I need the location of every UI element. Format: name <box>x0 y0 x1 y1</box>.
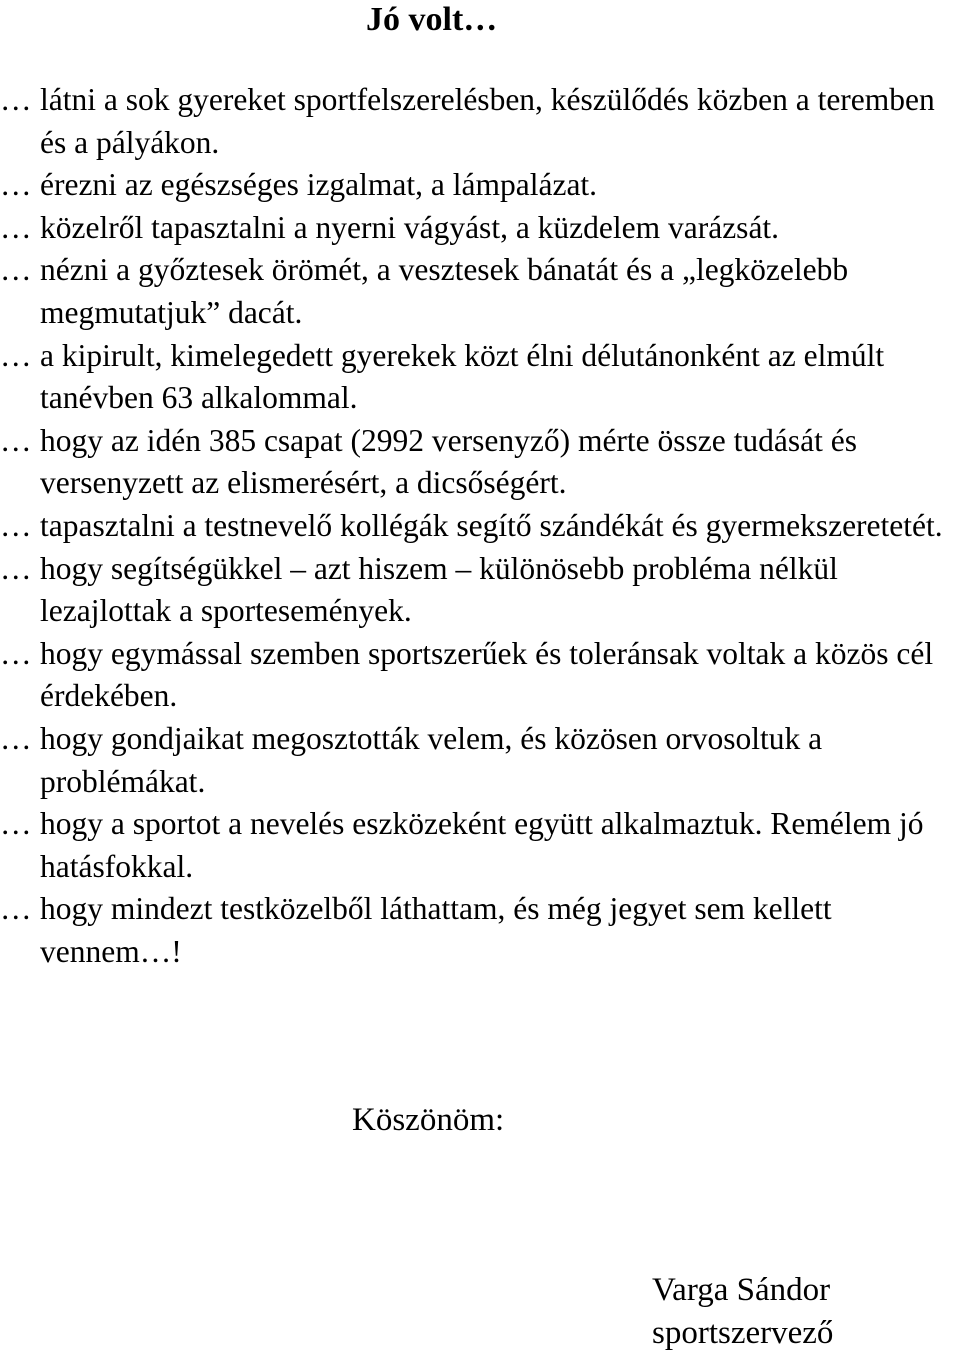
list-item-text: tapasztalni a testnevelő kollégák segítő szándékát és gyermekszeretetét. <box>40 507 943 543</box>
list-item-text: hogy egymással szemben sportszerűek és toleránsak voltak a közös cél érdekében. <box>40 635 934 714</box>
list-item <box>0 249 960 334</box>
ellipsis-marker: … <box>0 550 32 586</box>
list-item <box>0 633 960 718</box>
list-item <box>0 420 960 505</box>
list-item-text: látni a sok gyereket sportfelszerelésben, készülődés közben a teremben és a pályákon. <box>40 82 935 160</box>
list-item <box>0 335 960 420</box>
list-item-text: közelről tapasztalni a nyerni vágyást, a küzdelem varázsát. <box>40 209 780 245</box>
list-item <box>0 803 960 888</box>
closing-text: Köszönöm: <box>352 1102 505 1138</box>
list-item <box>0 79 960 164</box>
list-item <box>0 164 960 207</box>
list-item-text: érezni az egészséges izgalmat, a lámpalázat. <box>40 167 598 203</box>
ellipsis-marker: … <box>0 252 32 288</box>
list-item <box>0 207 960 250</box>
list-item-text: hogy gondjaikat megosztották velem, és közösen orvosoltuk a problémákat. <box>40 720 823 799</box>
list-item-text: hogy az idén 385 csapat (2992 versenyző) mérte össze tudását és versenyzett az elismerésért, a dicsőségért. <box>40 422 857 501</box>
ellipsis-marker: … <box>0 337 32 373</box>
list-item-text: hogy a sportot a nevelés eszközeként együtt alkalmaztuk. Remélem jó hatásfokkal. <box>40 806 924 884</box>
ellipsis-marker: … <box>0 209 32 245</box>
ellipsis-marker: … <box>0 82 32 117</box>
ellipsis-marker: … <box>0 635 32 671</box>
list-item <box>0 888 960 973</box>
ellipsis-marker: … <box>0 891 32 927</box>
signature-name: Varga Sándor <box>652 1272 831 1308</box>
ellipsis-marker: … <box>0 507 32 543</box>
list-item-text: a kipirult, kimelegedett gyerekek közt élni délutánonként az elmúlt tanévben 63 alkalommal. <box>40 337 885 416</box>
signature-role: sportszervező <box>652 1315 834 1351</box>
list-item <box>0 548 960 633</box>
list-item-text: hogy segítségükkel – azt hiszem – különösebb probléma nélkül lezajlottak a sportesemények. <box>40 550 838 629</box>
ellipsis-marker: … <box>0 167 32 203</box>
list-item-text: hogy mindezt testközelből láthattam, és még jegyet sem kellett vennem…! <box>40 891 832 969</box>
memory-list <box>0 79 960 973</box>
ellipsis-marker: … <box>0 806 32 842</box>
ellipsis-marker: … <box>0 422 32 458</box>
ellipsis-marker: … <box>0 720 32 756</box>
list-item <box>0 718 960 803</box>
list-item-text: nézni a győztesek örömét, a vesztesek bánatát és a „legközelebb megmutatjuk” dacát. <box>40 252 849 330</box>
page-title: Jó volt… <box>366 1 498 38</box>
list-item <box>0 505 960 548</box>
